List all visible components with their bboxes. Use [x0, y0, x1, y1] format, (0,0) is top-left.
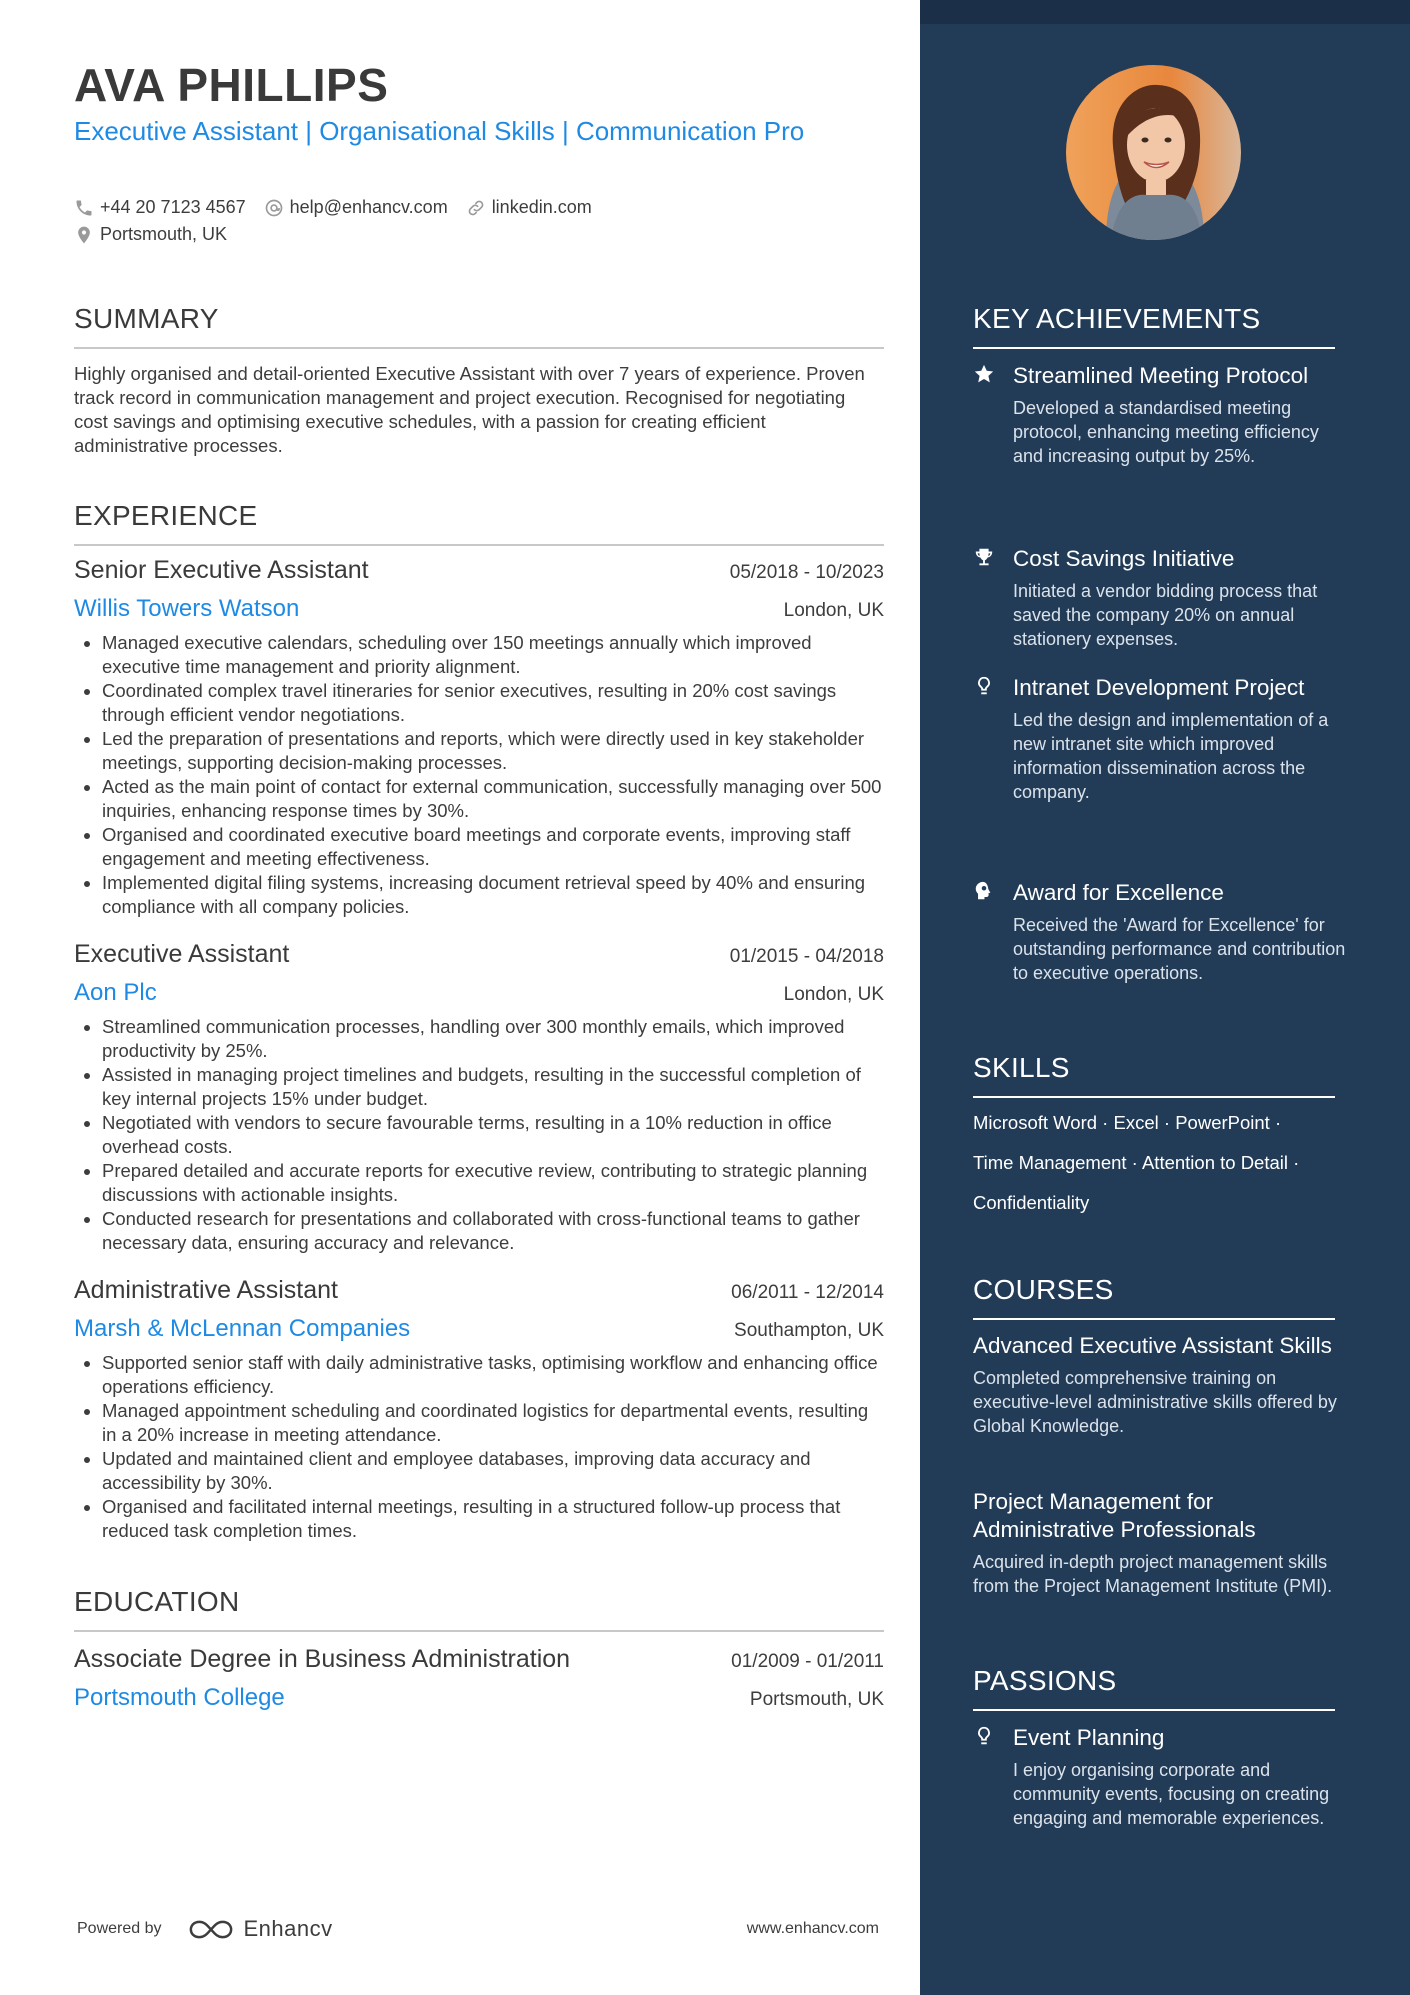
achievement-title: Cost Savings Initiative — [1013, 546, 1235, 571]
course-item — [973, 1488, 1353, 1598]
job-company[interactable]: Marsh & McLennan Companies — [74, 1315, 411, 1342]
location-pin-icon — [74, 225, 94, 245]
candidate-title: Executive Assistant | Organisational Skills | Communication Pro — [74, 116, 805, 146]
lightbulb-icon — [973, 1725, 995, 1747]
achievement-title: Intranet Development Project — [1013, 675, 1305, 700]
contact-phone[interactable] — [74, 197, 246, 218]
link-icon — [466, 198, 486, 218]
job-entry — [74, 556, 884, 919]
job-bullet: • Negotiated with vendors to secure favourable terms, resulting in a 10% reduction in office overhead costs. — [102, 1111, 884, 1159]
brand-name: Enhancv — [243, 1916, 333, 1941]
job-location: London, UK — [783, 600, 884, 621]
at-icon — [264, 198, 284, 218]
email-text: help@enhancv.com — [289, 197, 448, 217]
job-bullet: • Led the preparation of presentations and reports, which were directly used in key stakeholder meetings, supporting decision-making processes. — [102, 727, 884, 775]
profile-photo — [1066, 65, 1241, 240]
skills-line: Time Management · Attention to Detail · — [973, 1152, 1300, 1173]
course-title: Project Management for Administrative Professionals — [973, 1489, 1256, 1542]
sidebar — [920, 0, 1410, 1995]
job-location: London, UK — [783, 984, 884, 1005]
achievement-item — [973, 361, 1353, 468]
course-item — [973, 1332, 1353, 1438]
skill-tag: Confidentiality — [973, 1192, 1090, 1213]
job-role: Administrative Assistant — [74, 1276, 338, 1304]
job-role: Executive Assistant — [74, 940, 290, 968]
job-bullets — [74, 631, 884, 919]
achievement-title: Award for Excellence — [1013, 880, 1224, 905]
education-dates: 01/2009 - 01/2011 — [731, 1651, 884, 1672]
powered-by-label: Powered by — [77, 1920, 162, 1937]
phone-text: +44 20 7123 4567 — [100, 197, 246, 217]
contact-linkedin[interactable] — [466, 197, 592, 218]
infinity-logo-icon — [188, 1918, 234, 1941]
achievement-item — [973, 673, 1353, 804]
passion-title: Event Planning — [1013, 1725, 1165, 1750]
job-bullets — [74, 1015, 884, 1255]
job-bullet: • Acted as the main point of contact for external communication, successfully managing over 500 inquiries, enhancing response times by 30%. — [102, 775, 884, 823]
skills-heading: SKILLS — [973, 1052, 1335, 1098]
education-location: Portsmouth, UK — [749, 1689, 884, 1710]
job-role: Senior Executive Assistant — [74, 556, 369, 584]
job-bullet: • Coordinated complex travel itineraries for senior executives, resulting in 20% cost savings through efficient vendor negotiations. — [102, 679, 884, 727]
job-entry — [74, 1276, 884, 1543]
achievement-desc: Developed a standardised meeting protocol, enhancing meeting efficiency and increasing output by 25%. — [1013, 398, 1319, 466]
skill-tag: Time Management — [973, 1152, 1127, 1173]
course-title: Advanced Executive Assistant Skills — [973, 1333, 1332, 1358]
passion-item — [973, 1723, 1353, 1830]
passion-desc: I enjoy organising corporate and community events, focusing on creating engaging and memorable experiences. — [1013, 1760, 1330, 1828]
sidebar-top-bar — [920, 0, 1410, 24]
phone-icon — [74, 198, 94, 218]
job-company[interactable]: Aon Plc — [74, 979, 157, 1006]
experience-heading: EXPERIENCE — [74, 500, 884, 546]
skills-line: Microsoft Word · Excel · PowerPoint · — [973, 1112, 1282, 1133]
job-bullet: • Organised and coordinated executive board meetings and corporate events, improving staff engagement and meeting effectiveness. — [102, 823, 884, 871]
achievement-desc: Led the design and implementation of a new intranet site which improved information dissemination across the company. — [1013, 710, 1329, 802]
courses-heading: COURSES — [973, 1274, 1335, 1320]
skills-list — [973, 1103, 1353, 1223]
education-heading: EDUCATION — [74, 1586, 884, 1632]
job-bullet: • Conducted research for presentations and collaborated with cross-functional teams to gather necessary data, ensuring accuracy and relevance. — [102, 1207, 884, 1255]
contact-location — [74, 224, 227, 245]
job-bullet: • Supported senior staff with daily administrative tasks, optimising workflow and enhancing office operations efficiency. — [102, 1351, 884, 1399]
job-bullet: • Updated and maintained client and employee databases, improving data accuracy and accessibility by 30%. — [102, 1447, 884, 1495]
head-icon — [973, 880, 995, 902]
trophy-icon — [973, 546, 995, 568]
job-dates: 01/2015 - 04/2018 — [729, 946, 884, 967]
contact-row — [74, 197, 592, 218]
contact-email[interactable] — [264, 197, 448, 218]
job-bullets — [74, 1351, 884, 1543]
course-desc: Completed comprehensive training on executive-level administrative skills offered by Global Knowledge. — [973, 1368, 1337, 1436]
job-bullet: • Managed executive calendars, scheduling over 150 meetings annually which improved executive time management and priority alignment. — [102, 631, 884, 679]
lightbulb-icon — [973, 675, 995, 697]
linkedin-text: linkedin.com — [491, 197, 592, 217]
course-desc: Acquired in-depth project management skills from the Project Management Institute (PMI). — [973, 1552, 1333, 1596]
job-dates: 05/2018 - 10/2023 — [729, 562, 884, 583]
footer-website[interactable]: www.enhancv.com — [746, 1920, 879, 1937]
job-bullet: • Prepared detailed and accurate reports for executive review, contributing to strategic planning discussions with actionable insights. — [102, 1159, 884, 1207]
job-location: Southampton, UK — [734, 1320, 884, 1341]
job-bullet: • Streamlined communication processes, handling over 300 monthly emails, which improved productivity by 25%. — [102, 1015, 884, 1063]
star-icon — [973, 363, 995, 385]
job-bullet: • Organised and facilitated internal meetings, resulting in a structured follow-up process that reduced task completion times. — [102, 1495, 884, 1543]
location-text: Portsmouth, UK — [100, 224, 228, 244]
achievement-item — [973, 544, 1353, 651]
skill-tag: Microsoft Word — [973, 1112, 1098, 1133]
powered-by — [77, 1916, 333, 1942]
achievement-desc: Initiated a vendor bidding process that saved the company 20% on annual stationery expenses. — [1013, 581, 1318, 649]
education-entry — [74, 1645, 884, 1712]
job-bullet: • Managed appointment scheduling and coordinated logistics for departmental events, resulting in a 20% increase in meeting attendance. — [102, 1399, 884, 1447]
location-row — [74, 224, 227, 245]
footer — [77, 1913, 879, 1945]
job-bullet: • Assisted in managing project timelines and budgets, resulting in the successful completion of key internal projects 15% under budget. — [102, 1063, 884, 1111]
achievement-title: Streamlined Meeting Protocol — [1013, 363, 1309, 388]
summary-text: Highly organised and detail-oriented Executive Assistant with over 7 years of experience. Proven track record in communication management and project execution. Recognised for negotiating cost savings and optimising executive schedules, with a passion for creating efficient administrative processes. — [74, 363, 865, 456]
achievement-desc: Received the 'Award for Excellence' for outstanding performance and contribution to executive operations. — [1013, 915, 1346, 983]
skill-tag: Attention to Detail — [1141, 1152, 1288, 1173]
job-company[interactable]: Willis Towers Watson — [74, 595, 300, 622]
summary-heading: SUMMARY — [74, 303, 884, 349]
skill-tag: PowerPoint — [1175, 1112, 1270, 1133]
education-school[interactable]: Portsmouth College — [74, 1684, 285, 1711]
job-bullet: • Implemented digital filing systems, increasing document retrieval speed by 40% and ensuring compliance with all company policies. — [102, 871, 884, 919]
achievement-item — [973, 878, 1353, 985]
education-degree: Associate Degree in Business Administration — [74, 1645, 571, 1673]
skill-tag: Excel — [1113, 1112, 1159, 1133]
achievements-heading: KEY ACHIEVEMENTS — [973, 303, 1335, 349]
skills-line — [973, 1183, 1353, 1223]
enhancv-logo[interactable] — [188, 1916, 333, 1942]
passions-heading: PASSIONS — [973, 1665, 1335, 1711]
job-dates: 06/2011 - 12/2014 — [731, 1282, 884, 1303]
candidate-name: AVA PHILLIPS — [74, 59, 389, 111]
job-entry — [74, 940, 884, 1255]
